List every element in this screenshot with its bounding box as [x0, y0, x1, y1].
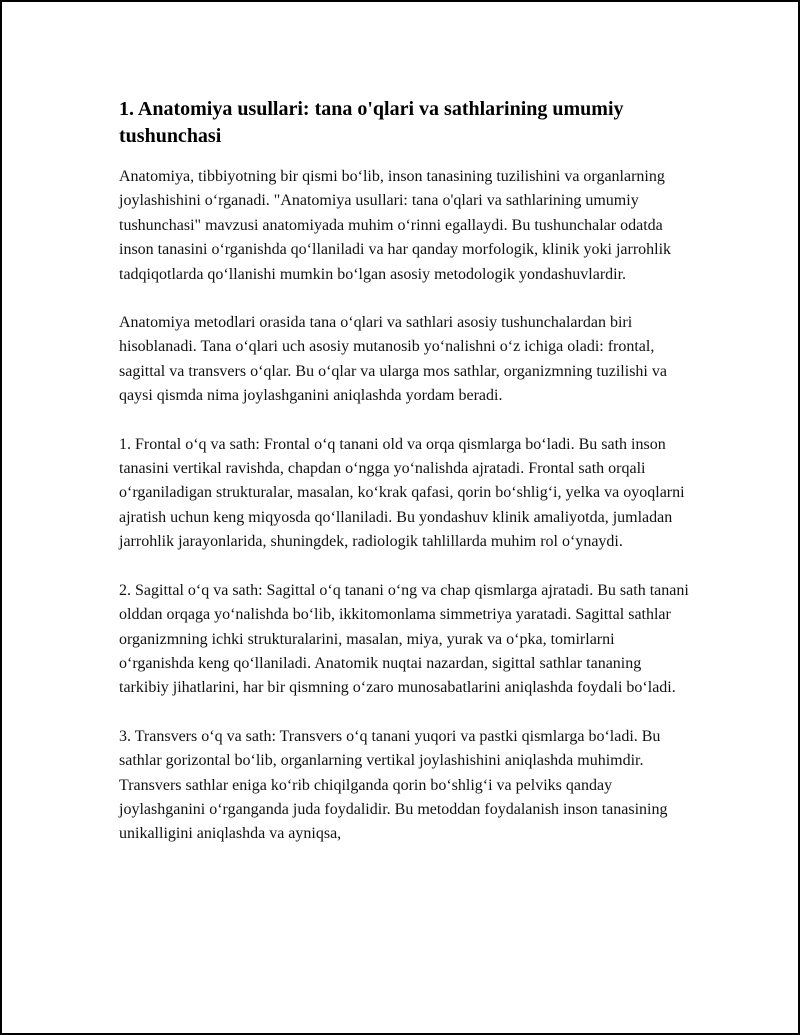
section-title: 1. Anatomiya usullari: tana o'qlari va sathlarining umumiy tushunchasi — [119, 98, 624, 147]
paragraph-intro: Anatomiya, tibbiyotning bir qismi bo‘lib, inson tanasining tuzilishini va organlarning joylashishini o‘rganadi. "Anatomiya usullari: tana o'qlari va sathlarining umumiy tushunchasi" mavzusi anatomiyada muhim o‘rinni egallaydi. Bu tushunchalar odatda inson tanasini o‘rganishda qo‘llaniladi va har qanday morfologik, klinik yoki jarrohlik tadqiqotlarda qo‘llanishi mumkin bo‘lgan asosiy metodologik yondashuvlardir. — [119, 168, 672, 283]
paragraph-axes-overview: Anatomiya metodlari orasida tana o‘qlari va sathlari asosiy tushunchalardan biri hisoblanadi. Tana o‘qlari uch asosiy mutanosib yo‘nalishni o‘z ichiga oladi: frontal, sagittal va transvers o‘qlar. Bu o‘qlar va ularga mos sathlar, organizmning tuzilishi va qaysi qismda nima joylashganini aniqlashda yordam beradi. — [119, 314, 667, 405]
document-body — [119, 96, 691, 871]
paragraph-frontal: 1. Frontal o‘q va sath: Frontal o‘q tanani old va orqa qismlarga bo‘ladi. Bu sath inson tanasini vertikal ravishda, chapdan o‘ngga yo‘nalishda ajratadi. Frontal sath orqali o‘rganiladigan strukturalar, masalan, ko‘krak qafasi, qorin bo‘shlig‘i, yelka va oyoqlarni ajratish uchun keng miqyosda qo‘llaniladi. Bu yondashuv klinik amaliyotda, jumladan jarrohlik jarayonlarida, shuningdek, radiologik tahlillarda muhim rol o‘ynaydi. — [119, 435, 685, 551]
paragraph-sagittal: 2. Sagittal o‘q va sath: Sagittal o‘q tanani o‘ng va chap qismlarga ajratadi. Bu sath tanani olddan orqaga yo‘nalishda bo‘lib, ikkitomonlama simmetriya yaratadi. Sagittal sathlar organizmning ichki strukturalarini, masalan, miya, yurak va o‘pka, tomirlarni o‘rganishda keng qo‘llaniladi. Anatomik nuqtai nazardan, sigittal sathlar tananing tarkibiy jihatlarini, har bir qismning o‘zaro munosabatlarini aniqlashda foydali bo‘ladi. — [119, 581, 689, 697]
paragraph-transverse: 3. Transvers o‘q va sath: Transvers o‘q tanani yuqori va pastki qismlarga bo‘ladi. Bu sathlar gorizontal bo‘lib, organlarning vertikal joylashishini aniqlashda muhimdir. Transvers sathlar eniga ko‘rib chiqilganda qorin bo‘shlig‘i va pelviks qanday joylashganini o‘rganganda juda foydalidir. Bu metoddan foydalanish inson tanasining unikalligini aniqlashda va ayniqsa, — [119, 727, 668, 843]
